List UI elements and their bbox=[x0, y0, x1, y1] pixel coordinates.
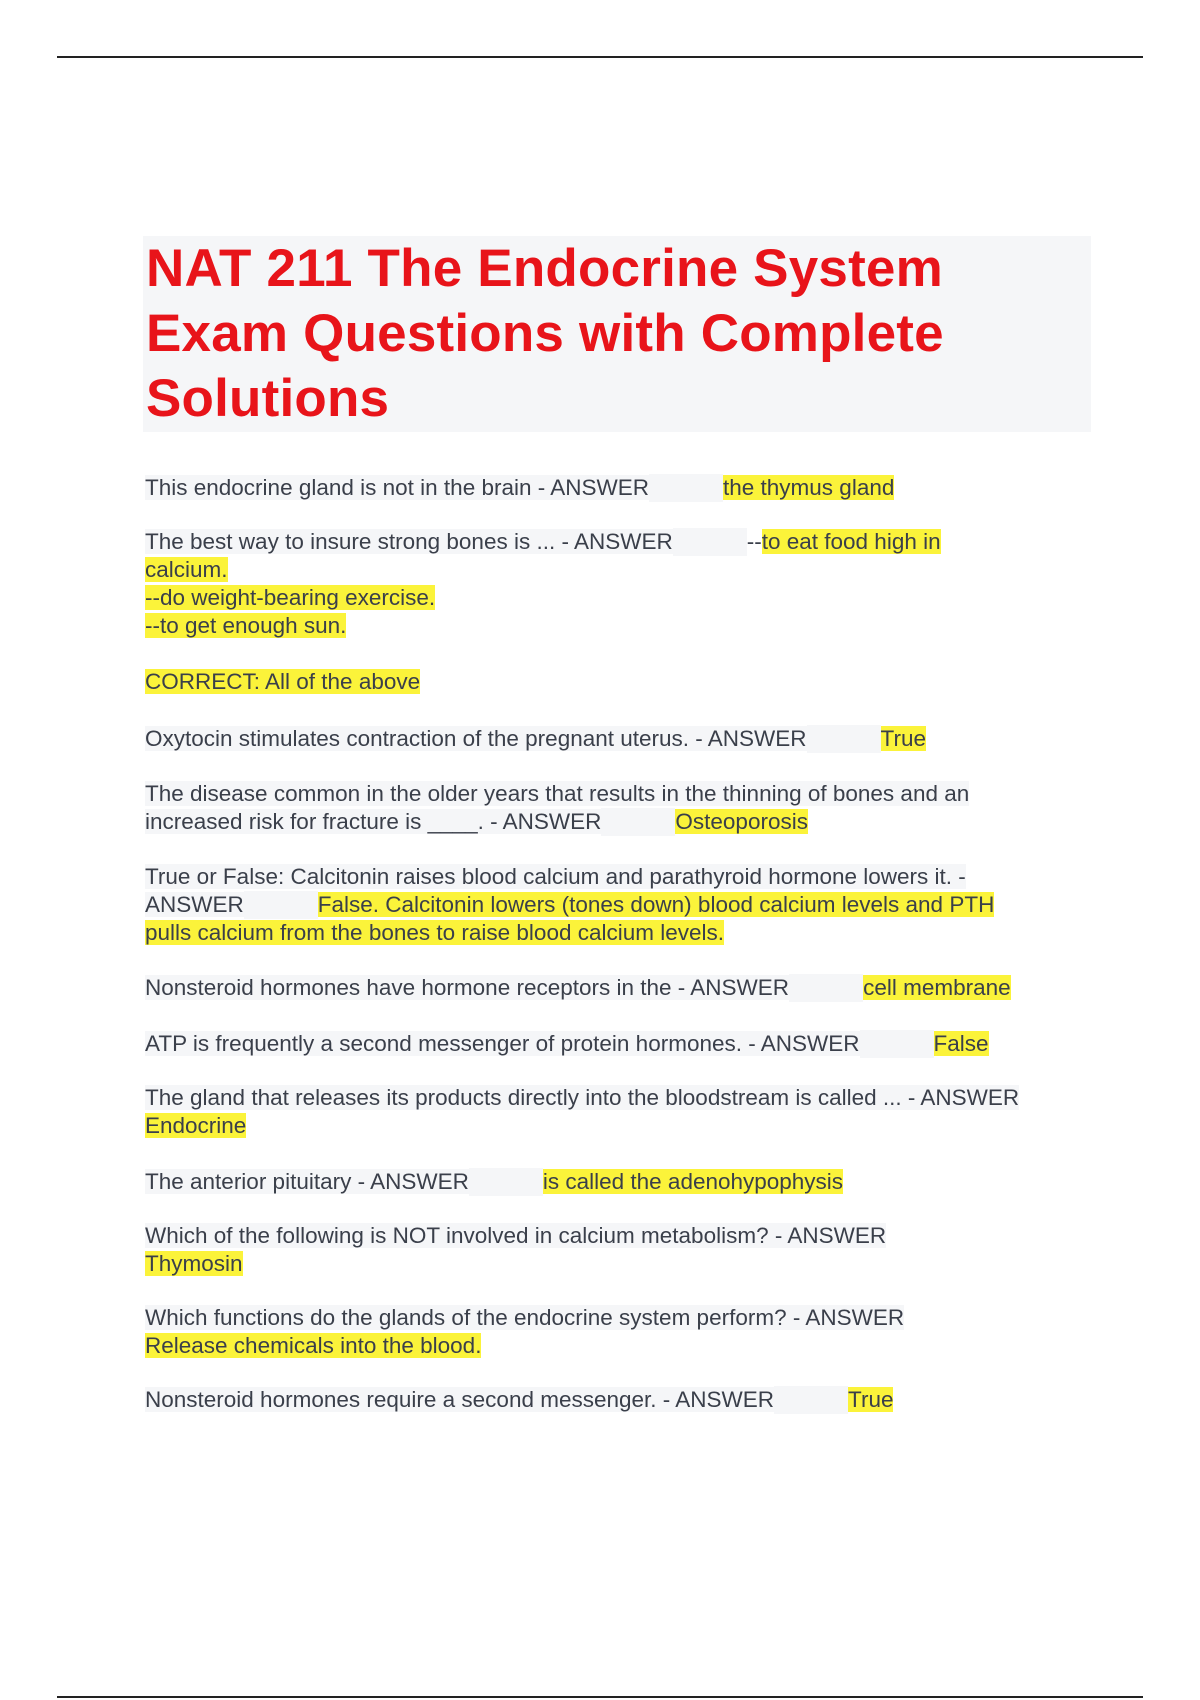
qa-item bbox=[145, 974, 1011, 1002]
answer-text: the thymus gland bbox=[723, 475, 895, 500]
answer-text: False bbox=[933, 1031, 989, 1056]
qa-item bbox=[145, 1084, 1019, 1140]
qa-item bbox=[145, 725, 926, 753]
qa-item bbox=[145, 1030, 989, 1058]
title-line: Solutions bbox=[146, 369, 390, 428]
question-text: This endocrine gland is not in the brain - ANSWER bbox=[145, 475, 649, 500]
answer-text: False. Calcitonin lowers (tones down) blood calcium levels and PTH bbox=[317, 892, 995, 917]
question-text: The best way to insure strong bones is ... - ANSWER bbox=[145, 529, 673, 554]
question-text: Which of the following is NOT involved in calcium metabolism? - ANSWER bbox=[145, 1223, 887, 1248]
question-text: The gland that releases its products directly into the bloodstream is called ... - ANSWER bbox=[145, 1085, 1020, 1110]
question-text: increased risk for fracture is ____. - ANSWER bbox=[145, 809, 602, 834]
question-text: Which functions do the glands of the endocrine system perform? - ANSWER bbox=[145, 1305, 905, 1330]
qa-item bbox=[145, 1168, 843, 1196]
qa-item bbox=[145, 1304, 904, 1360]
answer-text: --to get enough sun. bbox=[145, 613, 347, 638]
question-text: Nonsteroid hormones have hormone receptors in the - ANSWER bbox=[145, 975, 790, 1000]
answer-text: pulls calcium from the bones to raise blood calcium levels. bbox=[145, 920, 725, 945]
answer-prefix: -- bbox=[746, 529, 762, 554]
answer-text: --do weight-bearing exercise. bbox=[145, 585, 436, 610]
question-text: The anterior pituitary - ANSWER bbox=[145, 1169, 469, 1194]
qa-item bbox=[145, 863, 994, 947]
answer-text: Thymosin bbox=[145, 1251, 243, 1276]
answer-text: is called the adenohypophysis bbox=[542, 1169, 844, 1194]
qa-item bbox=[145, 1386, 893, 1414]
question-text: The disease common in the older years that results in the thinning of bones and an bbox=[145, 781, 970, 806]
footer-rule bbox=[57, 1696, 1143, 1698]
title-line: NAT 211 The Endocrine System bbox=[146, 239, 943, 298]
qa-item bbox=[145, 1222, 886, 1278]
question-text: ATP is frequently a second messenger of protein hormones. - ANSWER bbox=[145, 1031, 860, 1056]
qa-item bbox=[145, 780, 969, 836]
correct-answer-note: CORRECT: All of the above bbox=[145, 669, 421, 694]
question-text: ANSWER bbox=[145, 892, 244, 917]
question-text: Nonsteroid hormones require a second messenger. - ANSWER bbox=[145, 1387, 775, 1412]
answer-text: to eat food high in bbox=[761, 529, 941, 554]
document-title bbox=[146, 236, 1091, 431]
question-text: Oxytocin stimulates contraction of the pregnant uterus. - ANSWER bbox=[145, 726, 807, 751]
answer-text: calcium. bbox=[145, 557, 228, 582]
header-rule bbox=[57, 56, 1143, 58]
title-line: Exam Questions with Complete bbox=[146, 304, 944, 363]
answer-text: Endocrine bbox=[145, 1113, 247, 1138]
answer-text: Release chemicals into the blood. bbox=[145, 1333, 482, 1358]
answer-text: True bbox=[880, 726, 926, 751]
qa-item bbox=[145, 528, 941, 640]
answer-text: cell membrane bbox=[863, 975, 1011, 1000]
qa-item-extra bbox=[145, 668, 420, 696]
title-block bbox=[143, 236, 1091, 432]
qa-item bbox=[145, 474, 894, 502]
answer-text: Osteoporosis bbox=[675, 809, 808, 834]
answer-text: True bbox=[848, 1387, 894, 1412]
question-text: True or False: Calcitonin raises blood calcium and parathyroid hormone lowers it. - bbox=[145, 864, 966, 889]
